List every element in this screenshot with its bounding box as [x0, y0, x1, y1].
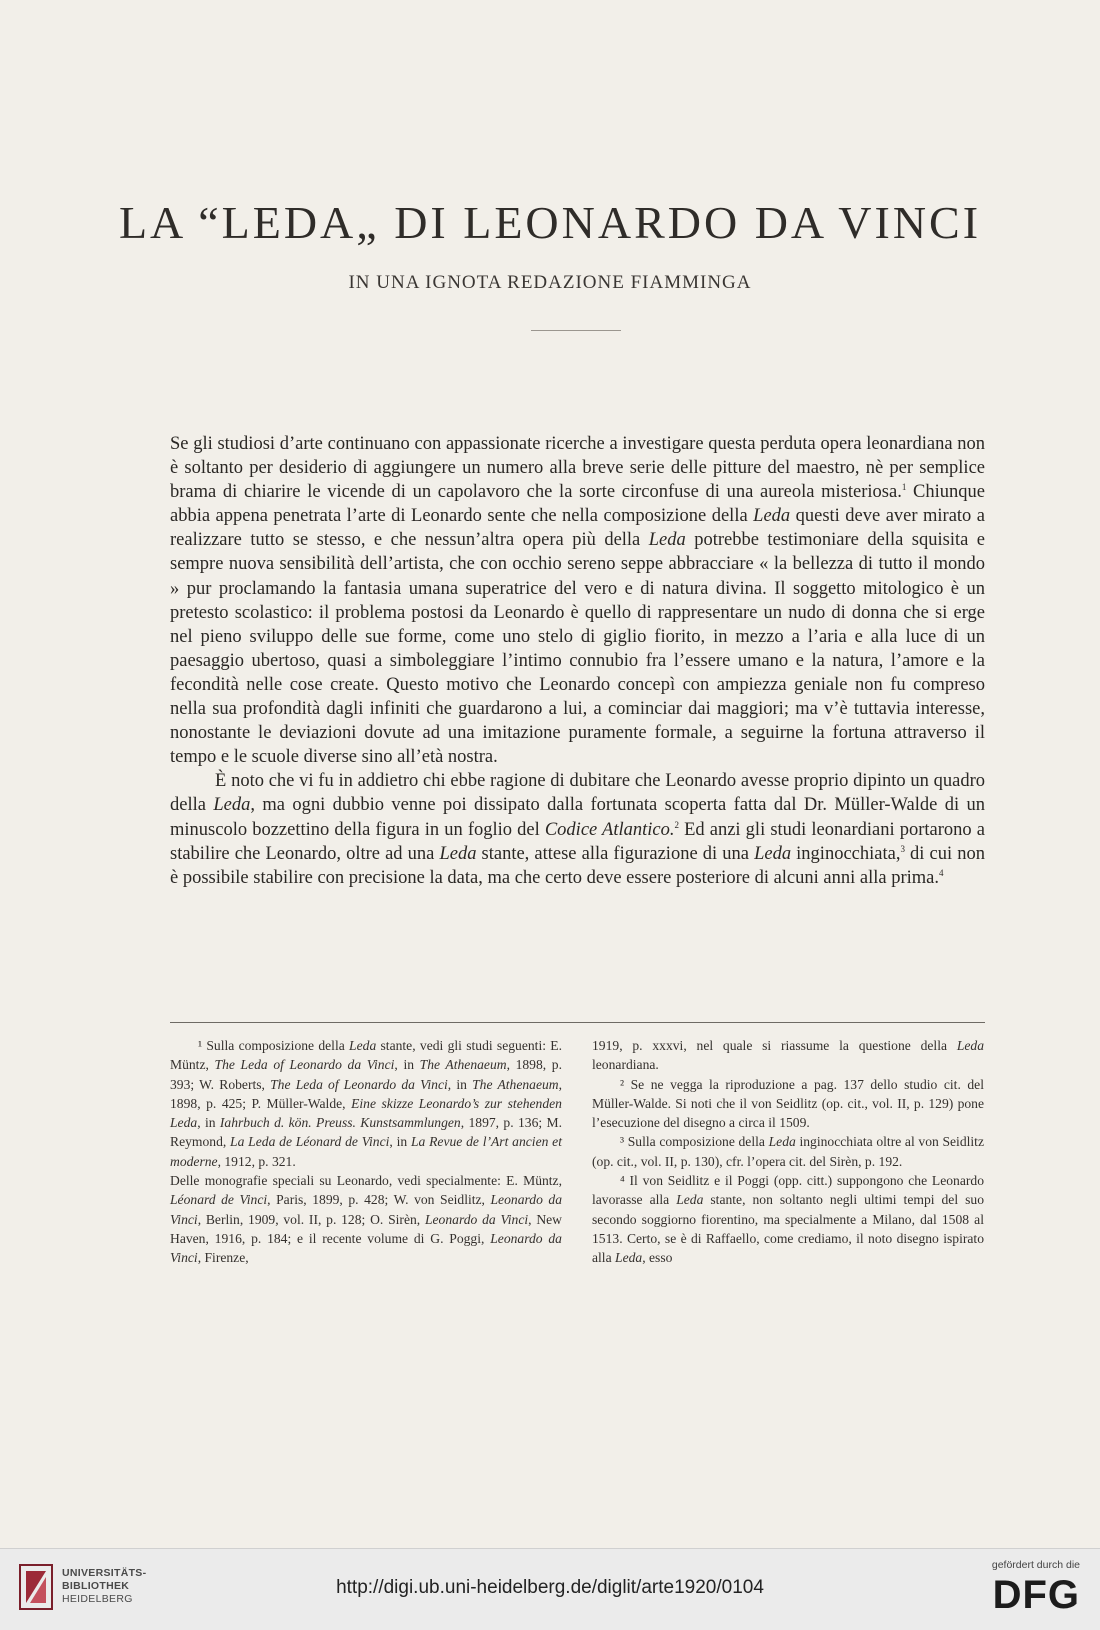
title-divider	[531, 330, 621, 331]
digitization-footer	[0, 1548, 1100, 1630]
paragraph-2: È noto che vi fu in addietro chi ebbe ragione di dubitare che Leonardo avesse proprio dipinto un quadro della Leda, ma ogni dubbio venne poi dissipato dalla fortunata scoperta fatta dal Dr. Müller-Walde di un minuscolo bozzettino della figura in un foglio del Codice Atlantico.$^2$ Ed anzi gli studi leonardiani portarono a stabilire che Leonardo, oltre ad una Leda stante, attese alla figurazione di una Leda inginocchiata,$^3$ di cui non è possibile stabilire con precisione la data, ma che certo deve essere posteriore di alcuni anni alla prima.$^4$	[170, 771, 985, 888]
footnote-3: ³ Sulla composizione della Leda inginocchiata oltre al von Seidlitz (op. cit., vol. II, p. 130), cfr. l’opera cit. del Sirèn, p. 192.	[592, 1134, 984, 1169]
footnote-ref-4: 4	[939, 867, 944, 878]
footnote-ref-2: 2	[674, 819, 679, 830]
footnotes-divider	[170, 1022, 985, 1023]
footnotes-left-column	[170, 1036, 562, 1268]
footnote-1-continued: Delle monografie speciali su Leonardo, vedi specialmente: E. Müntz, Léonard de Vinci, Paris, 1899, p. 428; W. von Seidlitz, Leonardo da Vinci, Berlin, 1909, vol. II, p. 128; O. Sirèn, Leonardo da Vinci, New Haven, 1916, p. 184; e il recente volume di G. Poggi, Leonardo da Vinci, Firenze,	[170, 1173, 563, 1266]
paragraph-1: Se gli studiosi d’arte continuano con appassionate ricerche a investigare questa perduta opera leonardiana non è soltanto per desiderio di aggiungere un numero alla breve serie delle pitture del maestro, nè per semplice brama di chiarire le vicende di un capolavoro che la sorte circonfuse di una aureola misteriosa.$^1$ Chiunque abbia appena penetrata l’arte di Leonardo sente che nella composizione della Leda questi deve aver mirato a realizzare tutto se stesso, e che nessun’altra opera più della Leda potrebbe testimoniare della squisita e sempre nuova sensibilità dell’artista, che con occhio sereno seppe abbracciare « la bellezza di tutto il mondo » pur proclamando la fantasia umana superatrice del vero e di natura divina. Il soggetto mitologico è un pretesto scolastico: il problema postosi da Leonardo è quello di rappresentare un nudo di donna che si erge nel pieno sviluppo delle sue forme, come uno stelo di giglio fiorito, in mezzo a l’aria e alla luce di un paesaggio ubertoso, quasi a simboleggiare l’intimo connubio fra l’essere umano e la natura, l’amore e la fecondità nelle cose create. Questo motivo che Leonardo concepì con ampiezza geniale non fu compreso nella sua profondità dagli infiniti che guardarono a lui, a cominciar dai maggiori; ma v’è tuttavia interesse, nonostante le deviazioni dovute ad una imitazione puramente formale, a seguirne la fortuna attraverso il tempo e le scuole diverse sino all’età nostra.	[170, 434, 986, 768]
article-title: LA “LEDA„ DI LEONARDO DA VINCI	[118, 197, 982, 248]
article-subtitle: IN UNA IGNOTA REDAZIONE FIAMMINGA	[348, 272, 752, 293]
funded-by-label: gefördert durch die	[991, 1559, 1080, 1571]
footnote-1: ¹ Sulla composizione della Leda stante, vedi gli studi seguenti: E. Müntz, The Leda of Leonardo da Vinci, in The Athenaeum, 1898, p. 393; W. Roberts, The Leda of Leonardo da Vinci, in The Athenaeum, 1898, p. 425; P. Müller-Walde, Eine skizze Leonardo’s zur stehenden Leda, in Iahrbuch d. kön. Preuss. Kunstsammlungen, 1897, p. 136; M. Reymond, La Leda de Léonard de Vinci, in La Revue de l’Art ancien et moderne, 1912, p. 321.	[170, 1038, 563, 1169]
footnote-1-end: 1919, p. xxxvi, nel quale si riassume la questione della Leda leonardiana.	[592, 1038, 984, 1073]
footnote-ref-1: 1	[901, 482, 907, 493]
footnote-4: ⁴ Il von Seidlitz e il Poggi (opp. citt.) suppongono che Leonardo lavorasse alla Leda stante, non soltanto negli ultimi tempi del suo secondo soggiorno fiorentino, ma specialmente a Milano, dal 1508 al 1513. Certo, se è di Raffaello, come crediamo, il noto disegno ispirato alla Leda, esso	[592, 1173, 985, 1266]
dfg-logo: DFG	[992, 1573, 1080, 1617]
article-body	[170, 432, 985, 890]
footnote-2: ² Se ne vegga la riproduzione a pag. 137 dello studio cit. del Müller-Walde. Si noti che il von Seidlitz (op. cit., vol. II, p. 129) pone l’esecuzione del disegno a circa il 1509.	[592, 1076, 984, 1131]
footnote-ref-3: 3	[900, 843, 905, 854]
footnotes-right-column	[592, 1036, 984, 1268]
permalink-url[interactable]: http://digi.ub.uni-heidelberg.de/diglit/arte1920/0104	[336, 1577, 764, 1598]
university-library-name: UNIVERSITÄTS- BIBLIOTHEK HEIDELBERG	[62, 1567, 147, 1605]
